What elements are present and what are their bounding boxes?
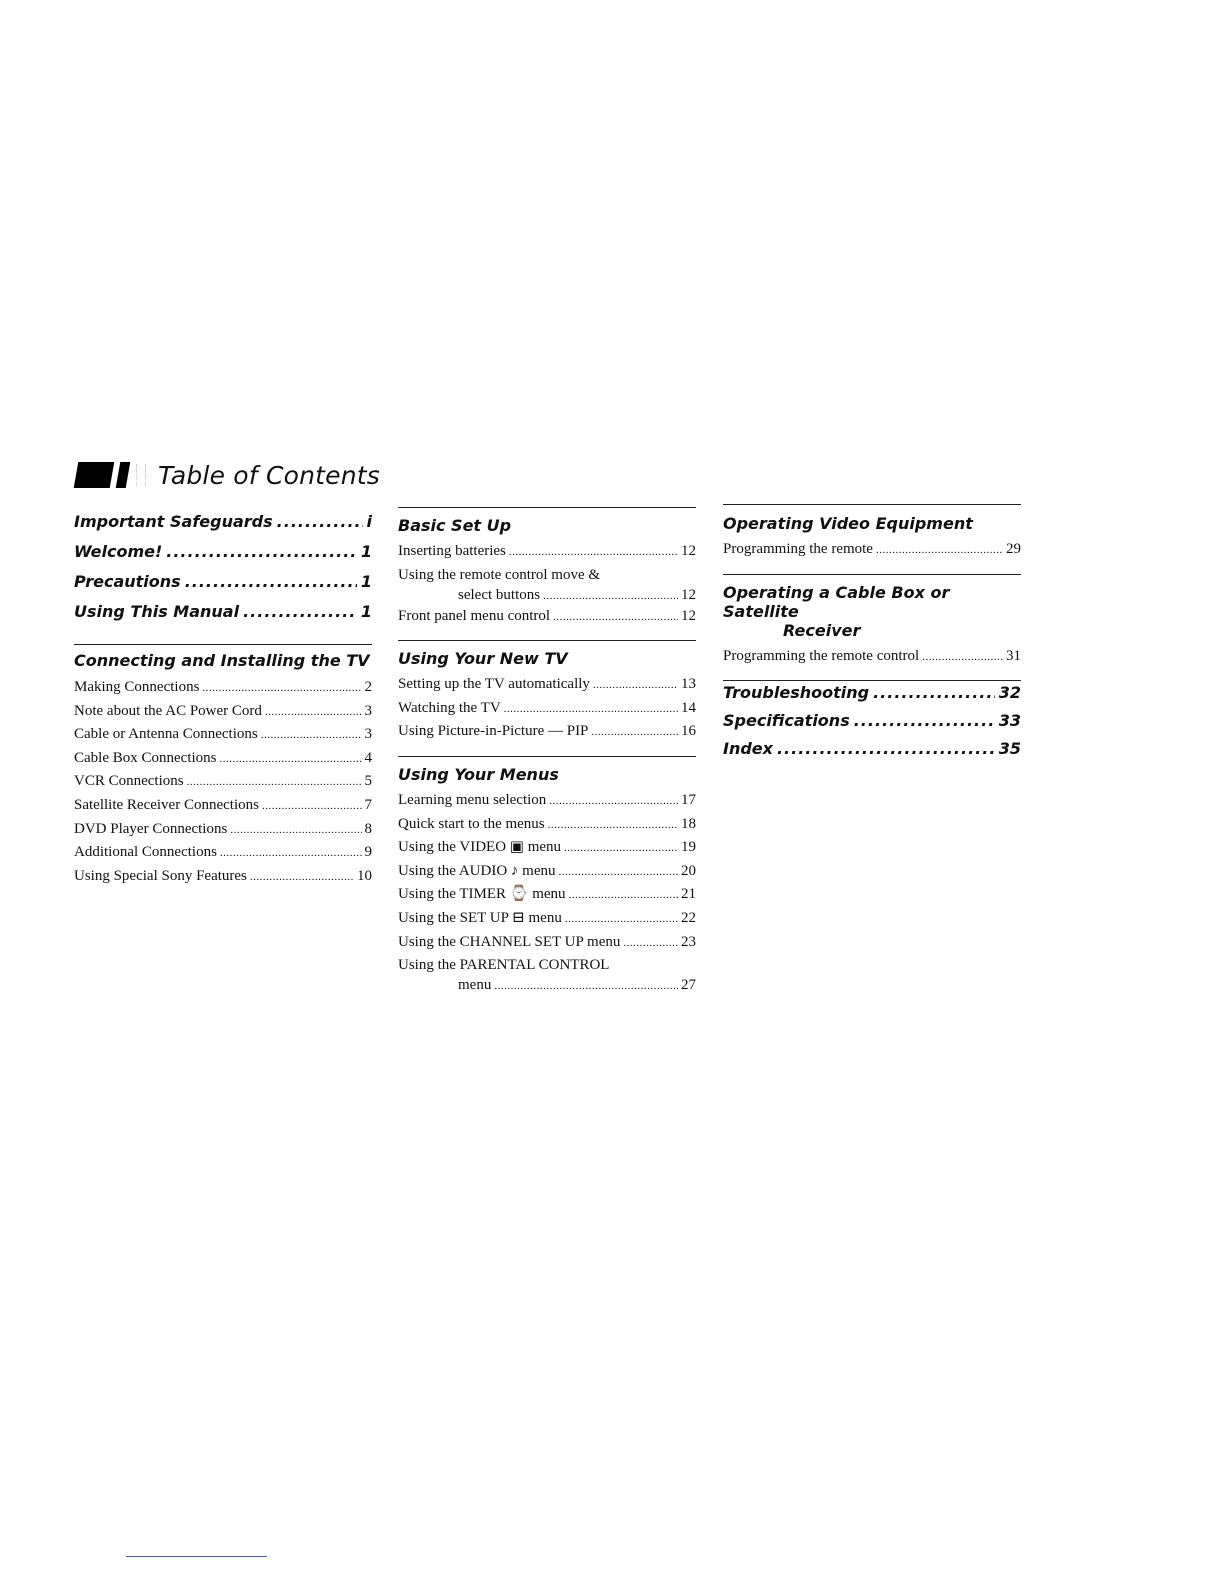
toc-entry[interactable]: Cable Box Connections ..... 4 [74, 747, 372, 771]
section-heading: Basic Set Up [398, 516, 512, 535]
toc-entry[interactable]: Satellite Receiver Connections ..... 7 [74, 794, 372, 818]
toc-entry[interactable]: menu ..... 27 [398, 976, 696, 995]
page-title: Table of Contents [158, 460, 381, 490]
toc-entry-line[interactable]: Using the PARENTAL CONTROL [398, 957, 610, 974]
toc-entry[interactable]: Using the AUDIO ♪ menu ..... 20 [398, 860, 696, 884]
toc-entry[interactable]: Learning menu selection ..... 17 [398, 789, 696, 813]
dotted-bar-icon [136, 464, 146, 486]
column-left [74, 512, 372, 888]
toc-major-entry[interactable]: Specifications ..... 33 [723, 711, 1021, 739]
column-right [723, 504, 1021, 767]
toc-entry[interactable]: Making Connections ..... 2 [74, 676, 372, 700]
section-heading: Connecting and Installing the TV [74, 651, 370, 670]
toc-major-entry[interactable]: Important Safeguards ..... i [74, 512, 372, 542]
divider [723, 574, 1021, 575]
toc-entry-line[interactable]: Using the remote control move & [398, 566, 601, 583]
divider [398, 756, 696, 757]
divider [74, 644, 372, 645]
toc-entry[interactable]: Additional Connections ..... 9 [74, 841, 372, 865]
section-heading: Using Your Menus [398, 764, 559, 784]
toc-major-entry[interactable]: Using This Manual ..... 1 [74, 602, 372, 632]
toc-entry[interactable]: Using the CHANNEL SET UP menu ..... 23 [398, 931, 696, 955]
toc-entry[interactable]: select buttons ..... 12 [398, 586, 696, 605]
divider [398, 507, 696, 508]
divider [723, 680, 1021, 681]
toc-entry[interactable]: Using the VIDEO ▣ menu ..... 19 [398, 836, 696, 860]
toc-entry[interactable]: Programming the remote ..... 29 [723, 538, 1021, 562]
toc-entry[interactable]: Setting up the TV automatically ..... 13 [398, 673, 696, 697]
toc-entry[interactable]: DVD Player Connections ..... 8 [74, 818, 372, 842]
toc-entry[interactable]: Cable or Antenna Connections ..... 3 [74, 723, 372, 747]
toc-entry[interactable]: Front panel menu control ..... 12 [398, 605, 696, 629]
divider [723, 504, 1021, 505]
toc-major-entry[interactable]: Precautions ..... 1 [74, 572, 372, 602]
section-heading: Operating Video Equipment [723, 514, 973, 533]
section-heading: Operating a Cable Box or Satellite Receiver [723, 582, 950, 640]
toc-entry[interactable]: Using Special Sony Features ..... 10 [74, 865, 372, 889]
toc-entry[interactable]: Note about the AC Power Cord ..... 3 [74, 700, 372, 724]
footer-rule [126, 1556, 267, 1557]
toc-entry[interactable]: VCR Connections ..... 5 [74, 770, 372, 794]
toc-entry[interactable]: Using Picture-in-Picture — PIP ..... 16 [398, 720, 696, 744]
toc-entry[interactable]: Inserting batteries ..... 12 [398, 540, 696, 564]
toc-header [76, 458, 380, 492]
column-middle [398, 507, 696, 995]
black-bar-icon [74, 462, 115, 488]
black-bar-small-icon [116, 462, 131, 488]
toc-major-entry[interactable]: Troubleshooting ..... 32 [723, 683, 1021, 711]
toc-entry[interactable]: Quick start to the menus ..... 18 [398, 813, 696, 837]
toc-major-entry[interactable]: Index ..... 35 [723, 739, 1021, 767]
toc-major-entry[interactable]: Welcome! ..... 1 [74, 542, 372, 572]
toc-entry[interactable]: Using the SET UP ⊟ menu ..... 22 [398, 907, 696, 931]
toc-entry[interactable]: Watching the TV ..... 14 [398, 697, 696, 721]
toc-entry[interactable]: Programming the remote control ..... 31 [723, 645, 1021, 669]
toc-entry[interactable]: Using the TIMER ⌚ menu ..... 21 [398, 883, 696, 907]
divider [398, 640, 696, 641]
section-heading: Using Your New TV [398, 649, 568, 669]
